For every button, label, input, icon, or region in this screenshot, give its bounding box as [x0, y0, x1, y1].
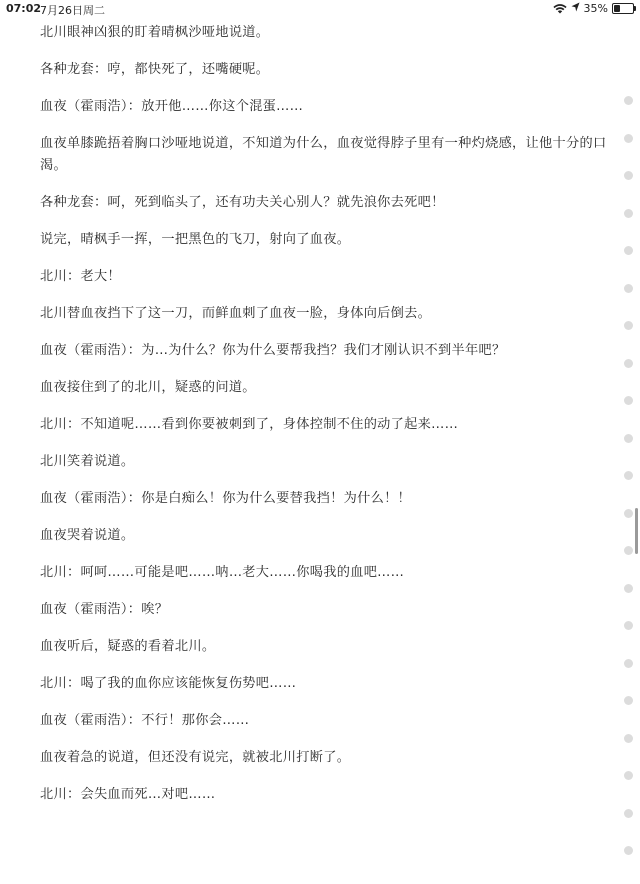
story-paragraph: 北川：老大！ [40, 269, 121, 284]
page-dot [624, 584, 633, 593]
page-dot [624, 659, 633, 668]
story-paragraph: 血夜听后，疑惑的看着北川。 [40, 639, 216, 654]
page-dot [624, 246, 633, 255]
story-paragraph: 各种龙套：呵，死到临头了，还有功夫关心别人？就先浪你去死吧！ [40, 195, 445, 210]
story-paragraph: 北川眼神凶狠的盯着晴枫沙哑地说道。 [40, 25, 270, 40]
status-time: 07:02 [6, 2, 42, 15]
page-dot [624, 771, 633, 780]
page-dot [624, 846, 633, 855]
page-dot [624, 434, 633, 443]
page-dot [624, 396, 633, 405]
wifi-icon [553, 4, 567, 14]
battery-icon [612, 3, 634, 14]
page-dot [624, 546, 633, 555]
story-paragraph: 北川笑着说道。 [40, 454, 135, 469]
page-dot [624, 696, 633, 705]
story-paragraph: 北川：会失血而死…对吧…… [40, 787, 216, 802]
location-icon [571, 2, 580, 15]
status-bar [0, 0, 640, 18]
page-dot [624, 209, 633, 218]
page-dot [624, 96, 633, 105]
story-paragraph: 血夜哭着说道。 [40, 528, 135, 543]
page-dot [624, 471, 633, 480]
status-right-group [553, 2, 634, 15]
page-dot [624, 809, 633, 818]
story-paragraph: 血夜接住到了的北川，疑惑的问道。 [40, 380, 256, 395]
scrollbar-thumb[interactable] [635, 508, 638, 554]
story-paragraph: 北川：喝了我的血你应该能恢复伤势吧…… [40, 676, 297, 691]
story-paragraph: 血夜单膝跪捂着胸口沙哑地说道，不知道为什么，血夜觉得脖子里有一种灼烧感，让他十分的口渴。 [40, 136, 607, 173]
story-paragraph: 北川：不知道呢……看到你要被刺到了，身体控制不住的动了起来…… [40, 417, 459, 432]
page-dot [624, 171, 633, 180]
page-dot [624, 734, 633, 743]
story-paragraph: 北川替血夜挡下了这一刀，而鲜血刺了血夜一脸，身体向后倒去。 [40, 306, 432, 321]
page-dot [624, 509, 633, 518]
status-date: 7月26日周二 [40, 4, 105, 17]
page-dot [624, 359, 633, 368]
story-paragraph: 血夜（霍雨浩）：不行！那你会…… [40, 713, 250, 728]
battery-fill [614, 5, 620, 12]
page-dot [624, 321, 633, 330]
story-paragraph: 北川：呵呵……可能是吧……呐…老大……你喝我的血吧…… [40, 565, 405, 580]
battery-percent: 35% [583, 2, 608, 15]
story-paragraph: 血夜（霍雨浩）：你是白痴么！你为什么要替我挡！为什么！！ [40, 491, 412, 506]
page-dot [624, 621, 633, 630]
story-paragraph: 说完，晴枫手一挥，一把黑色的飞刀，射向了血夜。 [40, 232, 351, 247]
page-dot [624, 284, 633, 293]
reader-text [24, 22, 614, 821]
page-indicator-dots [624, 96, 634, 884]
story-paragraph: 血夜（霍雨浩）：唉？ [40, 602, 169, 617]
story-paragraph: 各种龙套：哼，都快死了，还嘴硬呢。 [40, 62, 270, 77]
page-dot [624, 134, 633, 143]
story-paragraph: 血夜（霍雨浩）：放开他……你这个混蛋…… [40, 99, 304, 114]
story-paragraph: 血夜着急的说道，但还没有说完，就被北川打断了。 [40, 750, 351, 765]
story-paragraph: 血夜（霍雨浩）：为…为什么？你为什么要帮我挡？我们才刚认识不到半年吧？ [40, 343, 506, 358]
